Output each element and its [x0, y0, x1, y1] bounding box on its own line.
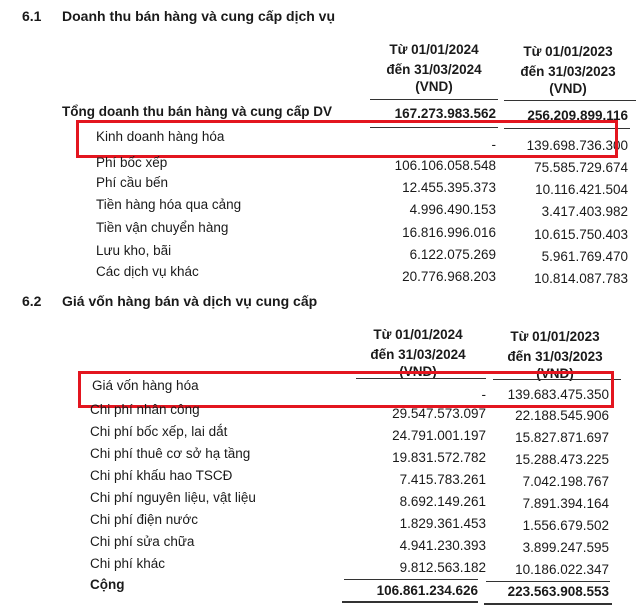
row-value-2023: 15.288.473.225 [515, 452, 609, 467]
row-value-2023: 22.188.545.906 [515, 408, 609, 423]
row-value-2024: 1.829.361.453 [399, 516, 486, 531]
col-header-line: (VND) [415, 79, 453, 94]
total-double-underline [342, 601, 478, 603]
col-header-line: Từ 01/01/2024 [373, 327, 463, 342]
section-1-col-2024-header [366, 40, 502, 97]
col-header-line: đến 31/03/2023 [520, 64, 616, 79]
section-2-number: 6.2 [22, 293, 42, 309]
row-label: Các dịch vụ khác [96, 264, 199, 279]
row-value-2024: 29.547.573.097 [392, 406, 486, 421]
row-label: Chi phí nguyên liệu, vật liệu [90, 490, 256, 505]
row-value-2023: 10.116.421.504 [535, 182, 628, 197]
row-value-2024: - [491, 137, 496, 152]
row-label: Phí bốc xếp [96, 155, 168, 170]
row-value-2023: 7.042.198.767 [522, 474, 609, 489]
section-1-total-2024: 167.273.983.562 [394, 106, 496, 121]
row-value-2023: 75.585.729.674 [534, 160, 628, 175]
subtotal-underline [344, 579, 478, 580]
row-value-2023: 1.556.679.502 [522, 518, 609, 533]
col-header-line: (VND) [536, 366, 574, 381]
row-value-2024: 7.415.783.261 [399, 472, 486, 487]
row-value-2023: 139.698.736.300 [526, 138, 628, 153]
row-value-2024: 8.692.149.261 [399, 494, 486, 509]
row-value-2023: 3.899.247.595 [522, 540, 609, 555]
row-label: Tiền hàng hóa qua cảng [96, 197, 242, 212]
section-2-title: Giá vốn hàng bán và dịch vụ cung cấp [62, 293, 318, 309]
row-value-2024: 19.831.572.782 [392, 450, 486, 465]
section-1-number: 6.1 [22, 8, 42, 24]
row-value-2023: 15.827.871.697 [515, 430, 609, 445]
row-value-2023: 3.417.403.982 [541, 204, 628, 219]
col-header-line: đến 31/03/2024 [386, 62, 482, 77]
row-value-2023: 10.814.087.783 [534, 271, 628, 286]
row-value-2023: 7.891.394.164 [522, 496, 609, 511]
row-label: Chi phí khác [90, 556, 166, 571]
row-label: Lưu kho, bãi [96, 243, 172, 258]
col-header-line: Từ 01/01/2023 [523, 44, 613, 59]
col-header-line: đến 31/03/2024 [370, 347, 466, 362]
row-value-2023: 10.186.022.347 [515, 562, 609, 577]
section-1-col-2023-header [500, 42, 636, 99]
section-1-title: Doanh thu bán hàng và cung cấp dịch vụ [62, 8, 336, 24]
row-label: Chi phí nhân công [90, 402, 200, 417]
row-value-2024: 6.122.075.269 [409, 247, 496, 262]
row-value-2024: - [481, 387, 486, 402]
row-label: Chi phí điện nước [90, 512, 198, 527]
row-value-2024: 24.791.001.197 [392, 428, 486, 443]
row-label: Chi phí sửa chữa [90, 534, 195, 549]
row-label: Kinh doanh hàng hóa [96, 129, 225, 144]
row-value-2024: 4.941.230.393 [399, 538, 486, 553]
row-label: Chi phí khấu hao TSCĐ [90, 468, 233, 483]
col-header-line: (VND) [399, 364, 437, 379]
row-label: Phí cầu bến [96, 175, 169, 190]
section-2-total-label: Cộng [90, 577, 125, 592]
section-2-total-2023: 223.563.908.553 [507, 584, 609, 599]
highlight-box-revenue [76, 120, 618, 158]
header-underline [504, 100, 636, 101]
section-2-total-2024: 106.861.234.626 [376, 583, 478, 598]
total-double-underline [484, 603, 612, 605]
row-value-2024: 12.455.395.373 [402, 180, 496, 195]
col-header-line: (VND) [549, 81, 587, 96]
row-value-2023: 5.961.769.470 [541, 249, 628, 264]
header-underline [370, 99, 498, 100]
row-label: Tiền vận chuyển hàng [96, 220, 229, 235]
row-value-2023: 10.615.750.403 [534, 227, 628, 242]
row-value-2024: 16.816.996.016 [402, 225, 496, 240]
row-value-2024: 106.106.058.548 [394, 158, 496, 173]
row-value-2024: 9.812.563.182 [399, 560, 486, 575]
subtotal-underline [486, 581, 610, 582]
row-value-2024: 20.776.968.203 [402, 269, 496, 284]
col-header-line: Từ 01/01/2023 [510, 329, 600, 344]
section-1-total-2023: 256.209.899.116 [527, 108, 628, 123]
row-label: Giá vốn hàng hóa [92, 378, 199, 393]
col-header-line: đến 31/03/2023 [507, 349, 603, 364]
row-value-2024: 4.996.490.153 [409, 202, 496, 217]
row-label: Chi phí bốc xếp, lai dắt [90, 424, 228, 439]
section-1-total-label: Tổng doanh thu bán hàng và cung cấp DV [62, 104, 332, 119]
row-value-2023: 139.683.475.350 [507, 387, 609, 402]
row-label: Chi phí thuê cơ sở hạ tầng [90, 446, 251, 461]
col-header-line: Từ 01/01/2024 [389, 42, 479, 57]
